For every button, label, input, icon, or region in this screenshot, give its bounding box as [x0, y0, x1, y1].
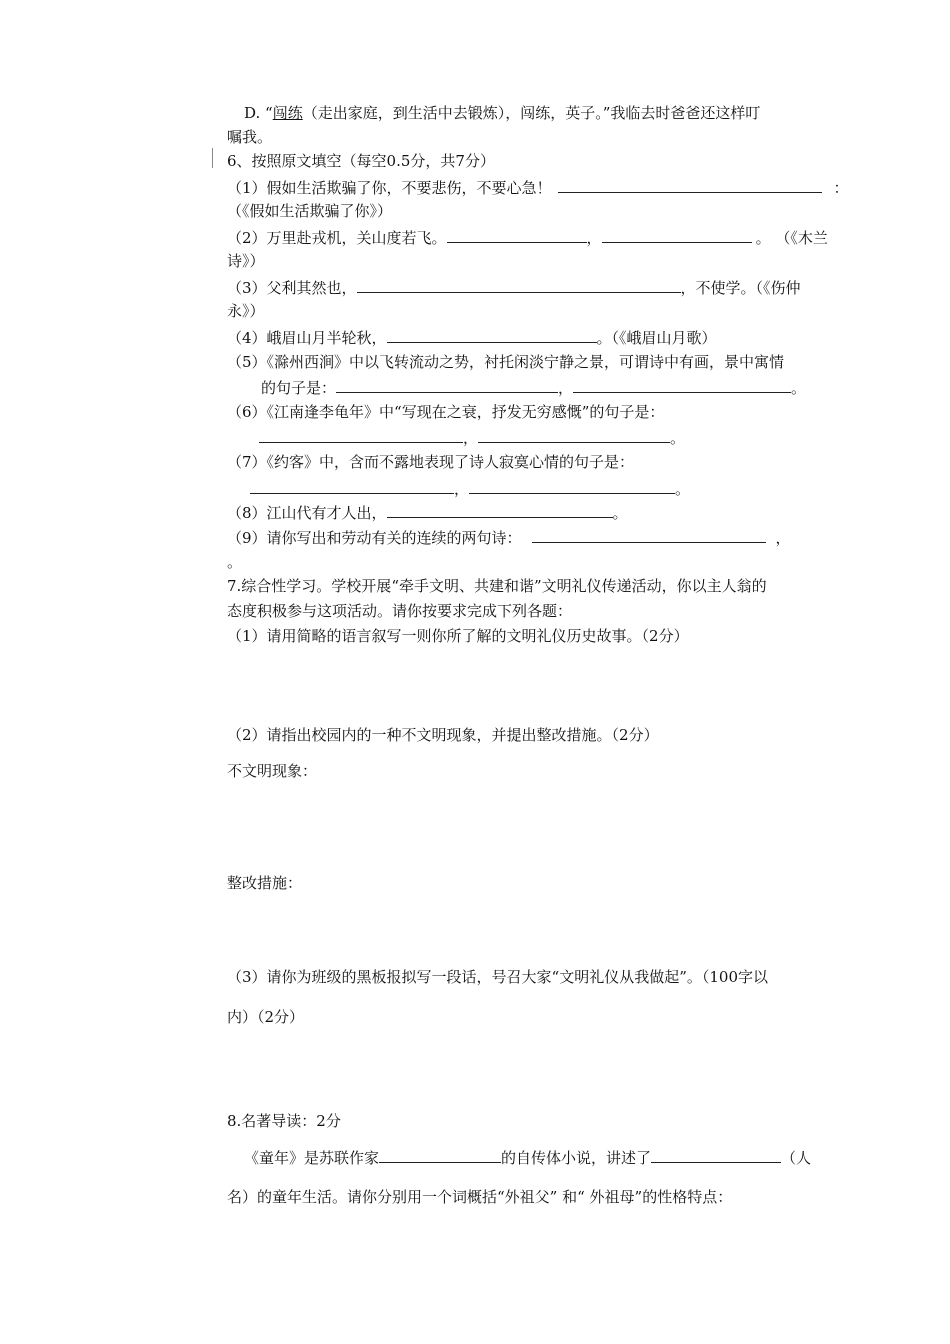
q6-item5: （5）《滁州西涧》中以飞转流动之势，衬托闲淡宁静之景，可谓诗中有画，景中寓情: [227, 353, 785, 371]
q8-title: 8.名著导读：2分: [227, 1112, 341, 1130]
answer-blank[interactable]: [602, 227, 752, 243]
q8-line1: 《童年》是苏联作家 的自传体小说，讲述了 （人: [244, 1149, 812, 1167]
underlined-word: 闯练: [272, 104, 303, 122]
q6-item9: （9）请你写出和劳动有关的连续的两句诗： ，: [227, 529, 791, 547]
q6-item6: （6）《江南逢李龟年》中“写现在之衰，抒发无穷感慨”的句子是：: [227, 403, 665, 421]
answer-blank[interactable]: [447, 227, 587, 243]
text-cursor: [212, 148, 213, 168]
answer-blank[interactable]: [651, 1147, 781, 1163]
answer-blank[interactable]: [336, 377, 558, 393]
q6-item2: （2）万里赴戎机，关山度若飞。 ， 。 （《木兰: [227, 229, 828, 247]
q6-item3-source: 永》）: [227, 302, 265, 320]
answer-blank[interactable]: [379, 1147, 501, 1163]
q7-part3-line2: 内）（2分）: [227, 1008, 305, 1026]
q7-part1: （1）请用简略的语言叙写一则你所了解的文明礼仪历史故事。（2分）: [227, 627, 689, 645]
option-d-line2: 嘱我。: [227, 128, 273, 146]
answer-blank[interactable]: [469, 478, 675, 494]
answer-blank[interactable]: [357, 277, 681, 293]
q7-title-line2: 态度积极参与这项活动。请你按要求完成下列各题：: [227, 602, 573, 620]
q6-item7-answer: ， 。: [250, 478, 690, 499]
q7-part2: （2）请指出校园内的一种不文明现象，并提出整改措施。（2分）: [227, 726, 659, 744]
q6-item1-source: （《假如生活欺骗了你》）: [227, 202, 393, 220]
q6-title: 6、按照原文填空（每空0.5分，共7分）: [227, 152, 495, 170]
q7-part3-line1: （3）请你为班级的黑板报拟写一段话，号召大家“文明礼仪从我做起”。（100字以: [227, 968, 769, 986]
q6-item8: （8）江山代有才人出， 。: [227, 504, 628, 522]
label-rectification-measure: 整改措施：: [227, 874, 303, 892]
answer-blank[interactable]: [387, 502, 613, 518]
q6-item4: （4）峨眉山月半轮秋， 。（《峨眉山月歌）: [227, 329, 717, 347]
q6-item2-source: 诗》）: [227, 252, 265, 270]
option-d-label: D.: [244, 104, 261, 122]
answer-blank[interactable]: [558, 177, 822, 193]
label-uncivil-phenomenon: 不文明现象：: [227, 762, 318, 780]
q6-item3: （3）父利其然也， ，不使学。（《伤仲: [227, 279, 801, 297]
option-d-line1: D. “闯练（走出家庭，到生活中去锻炼），闯练，英子。”我临去时爸爸还这样叮: [244, 104, 761, 122]
q6-item7: （7）《约客》中，含而不露地表现了诗人寂寞心情的句子是：: [227, 453, 635, 471]
answer-blank[interactable]: [250, 478, 454, 494]
q6-item9-end: 。: [227, 553, 243, 571]
q8-line2: 名）的童年生活。请你分别用一个词概括“外祖父” 和“ 外祖母”的性格特点：: [227, 1188, 733, 1206]
q7-title-line1: 7.综合性学习。学校开展“牵手文明、共建和谐”文明礼仪传递活动，你以主人翁的: [227, 577, 767, 595]
answer-blank[interactable]: [573, 377, 791, 393]
answer-blank[interactable]: [259, 427, 463, 443]
answer-blank[interactable]: [478, 427, 670, 443]
answer-blank[interactable]: [532, 527, 766, 543]
q6-item5-answer: 的句子是： ， 。: [261, 379, 807, 397]
answer-blank[interactable]: [387, 327, 597, 343]
q6-item6-answer: ， 。: [259, 427, 685, 448]
q6-item1: （1）假如生活欺骗了你，不要悲伤，不要心急！ ：: [227, 179, 849, 197]
